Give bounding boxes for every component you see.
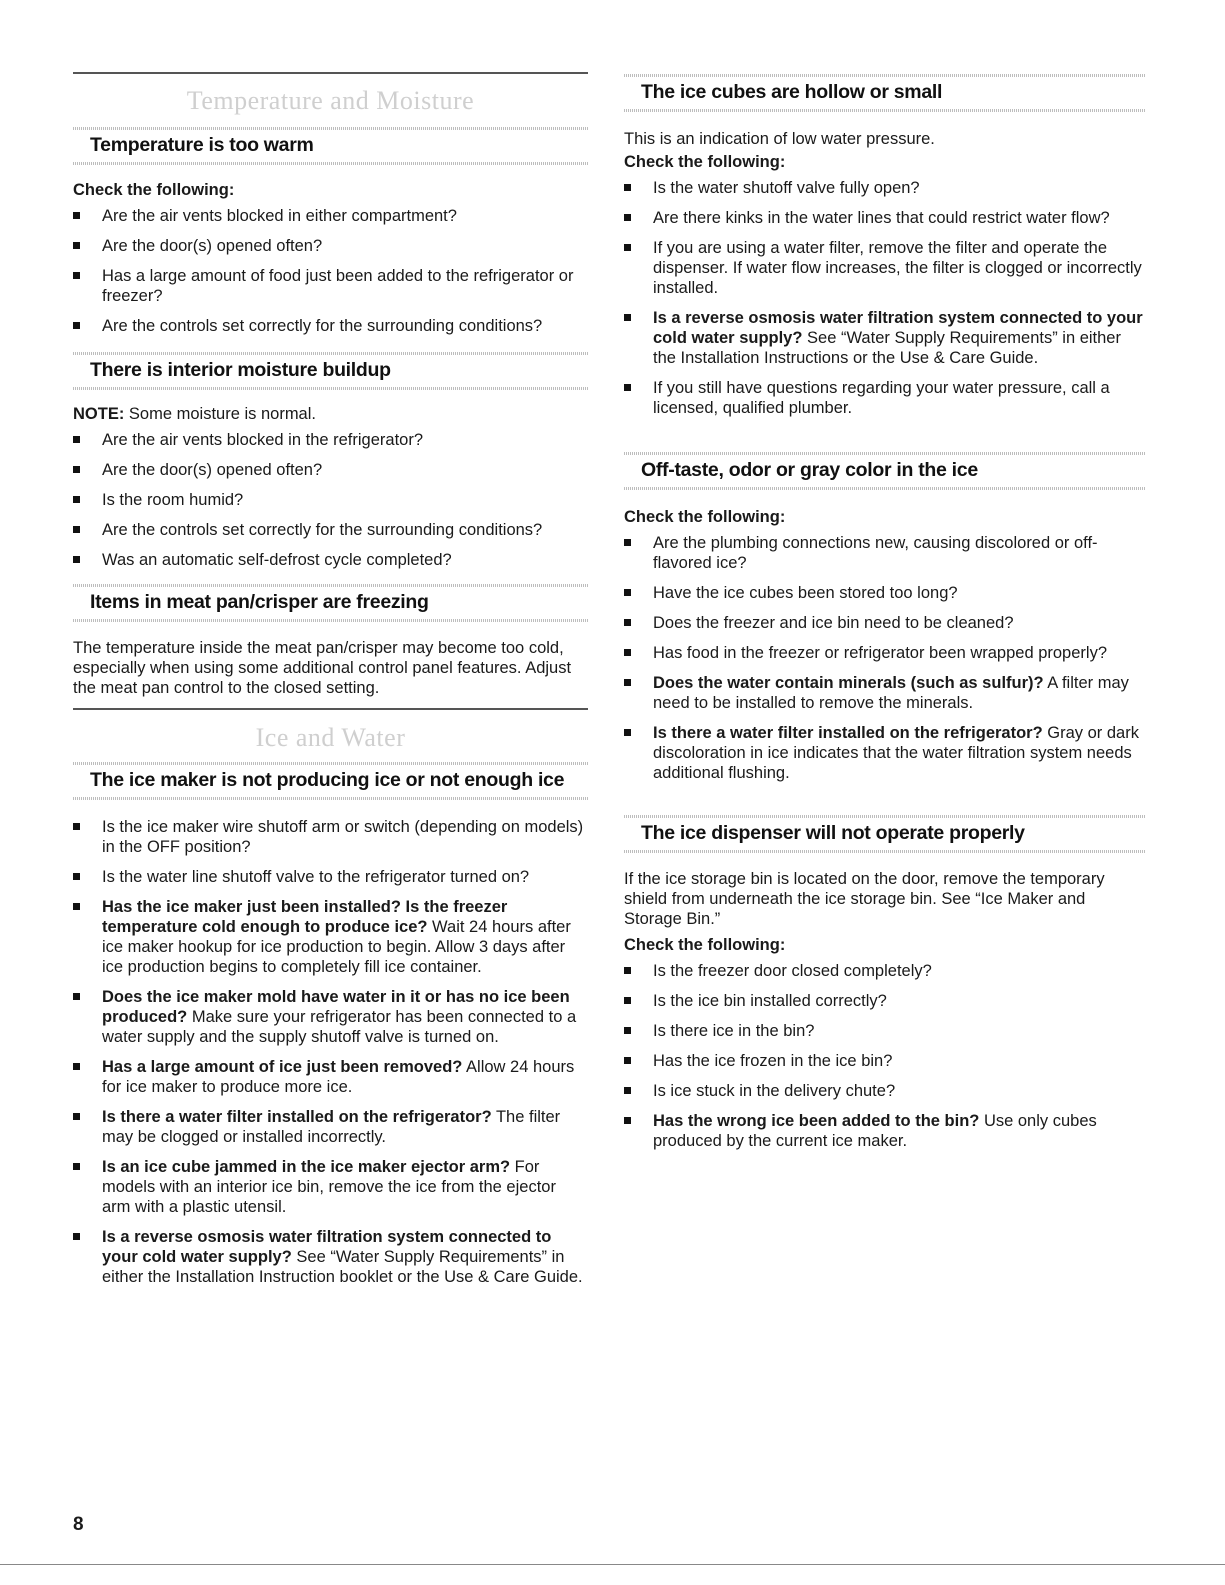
temp-warm-body xyxy=(73,180,588,346)
bullet-square-icon xyxy=(73,466,80,473)
bullet-square-icon xyxy=(73,873,80,880)
list-item xyxy=(73,817,588,857)
item-text: Has a large amount of food just been added to the refrigerator or freezer? xyxy=(102,267,574,305)
temp-warm-list xyxy=(73,206,588,336)
subheading-ice-maker xyxy=(73,762,588,800)
item-text: Allow 24 hours for ice maker to produce more ice. xyxy=(102,1058,575,1096)
moisture-body xyxy=(73,404,588,580)
item-text: See “Water Supply Requirements” in either the Installation Instruction booklet or the Use & Care Guide. xyxy=(102,1248,583,1286)
list-item xyxy=(624,533,1146,573)
subheading-off-taste xyxy=(624,452,1146,490)
dispenser-list xyxy=(624,961,1146,1151)
hatch-bar xyxy=(73,797,588,800)
item-text: Is the water line shutoff valve to the refrigerator turned on? xyxy=(102,868,530,886)
hatch-bar xyxy=(73,387,588,390)
list-item xyxy=(73,236,588,256)
subheading-text: The ice dispenser will not operate properly xyxy=(641,822,1025,844)
bullet-square-icon xyxy=(73,496,80,503)
page-number: 8 xyxy=(73,1514,84,1535)
item-text: Is ice stuck in the delivery chute? xyxy=(653,1082,896,1100)
section-rule xyxy=(73,708,588,710)
bullet-square-icon xyxy=(73,993,80,1000)
bullet-square-icon xyxy=(624,967,631,974)
moisture-list xyxy=(73,430,588,570)
subheading-text: The ice maker is not producing ice or not enough ice xyxy=(90,769,565,791)
list-item xyxy=(73,1157,588,1217)
list-item xyxy=(624,308,1146,368)
item-text: Are the controls set correctly for the surrounding conditions? xyxy=(102,317,543,335)
item-text: Are the door(s) opened often? xyxy=(102,461,323,479)
list-item xyxy=(624,378,1146,418)
bullet-square-icon xyxy=(624,1057,631,1064)
item-question: Is there a water filter installed on the refrigerator? xyxy=(653,724,1043,742)
list-item xyxy=(73,897,588,977)
list-item xyxy=(73,430,588,450)
bullet-square-icon xyxy=(624,214,631,221)
check-label: Check the following: xyxy=(624,508,786,526)
item-question: Has the ice maker just been installed? Is the freezer temperature cold enough to produce ice? xyxy=(102,898,508,936)
bullet-square-icon xyxy=(624,679,631,686)
bullet-square-icon xyxy=(624,539,631,546)
list-item xyxy=(624,613,1146,633)
item-question: Is there a water filter installed on the refrigerator? xyxy=(102,1108,492,1126)
list-item xyxy=(73,266,588,306)
item-text: For models with an interior ice bin, remove the ice from the ejector arm with a plastic utensil. xyxy=(102,1158,556,1216)
item-text: Are there kinks in the water lines that could restrict water flow? xyxy=(653,209,1110,227)
hatch-bar xyxy=(624,109,1146,112)
note-text: Some moisture is normal. xyxy=(124,405,316,423)
bullet-square-icon xyxy=(624,729,631,736)
item-question: Does the water contain minerals (such as sulfur)? xyxy=(653,674,1044,692)
list-item xyxy=(624,723,1146,783)
list-item xyxy=(624,961,1146,981)
item-text: Was an automatic self-defrost cycle completed? xyxy=(102,551,452,569)
bullet-square-icon xyxy=(624,1087,631,1094)
hollow-body xyxy=(624,129,1146,428)
item-text: Are the air vents blocked in the refrigerator? xyxy=(102,431,424,449)
bullet-square-icon xyxy=(624,619,631,626)
bullet-square-icon xyxy=(73,526,80,533)
item-text: Is the ice bin installed correctly? xyxy=(653,992,887,1010)
bullet-square-icon xyxy=(73,1113,80,1120)
list-item xyxy=(624,1021,1146,1041)
list-item xyxy=(624,238,1146,298)
subheading-dispenser xyxy=(624,815,1146,853)
subheading-hollow xyxy=(624,74,1146,112)
bullet-square-icon xyxy=(624,649,631,656)
item-text: Are the plumbing connections new, causing discolored or off-flavored ice? xyxy=(653,534,1098,572)
item-question: Has a large amount of ice just been removed? xyxy=(102,1058,463,1076)
dispenser-intro: If the ice storage bin is located on the door, remove the temporary shield from underneath the ice storage bin. See “Ice Maker and Storage Bin.” xyxy=(624,870,1105,928)
subheading-text: There is interior moisture buildup xyxy=(90,359,391,381)
item-text: Has food in the freezer or refrigerator been wrapped properly? xyxy=(653,644,1107,662)
subheading-text: Off-taste, odor or gray color in the ice xyxy=(641,459,978,481)
bullet-square-icon xyxy=(624,384,631,391)
subheading-moisture xyxy=(73,352,588,390)
bullet-square-icon xyxy=(73,823,80,830)
list-item xyxy=(73,460,588,480)
ice-maker-body xyxy=(73,817,588,1297)
bottom-rule xyxy=(0,1564,1225,1565)
bullet-square-icon xyxy=(73,1063,80,1070)
item-text: Are the air vents blocked in either compartment? xyxy=(102,207,457,225)
list-item xyxy=(624,1051,1146,1071)
bullet-square-icon xyxy=(624,314,631,321)
bullet-square-icon xyxy=(624,997,631,1004)
hollow-intro: This is an indication of low water pressure. xyxy=(624,130,935,148)
moisture-note xyxy=(73,404,588,424)
subheading-temp-warm xyxy=(73,127,588,165)
item-text: Is the room humid? xyxy=(102,491,244,509)
item-text: Make sure your refrigerator has been connected to a water supply and the supply shutoff valve is turned on. xyxy=(102,1008,577,1046)
hatch-bar xyxy=(73,162,588,165)
list-item xyxy=(624,991,1146,1011)
item-text: Has the ice frozen in the ice bin? xyxy=(653,1052,893,1070)
item-question: Is a reverse osmosis water filtration system connected to your cold water supply? xyxy=(102,1228,552,1266)
off-taste-list xyxy=(624,533,1146,783)
note-label: NOTE: xyxy=(73,405,125,423)
list-item xyxy=(73,987,588,1047)
check-label: Check the following: xyxy=(624,153,786,171)
item-question: Does the ice maker mold have water in it or has no ice been produced? xyxy=(102,988,570,1026)
list-item xyxy=(73,490,588,510)
list-item xyxy=(624,1081,1146,1101)
bullet-square-icon xyxy=(73,903,80,910)
hatch-bar xyxy=(624,487,1146,490)
hollow-list xyxy=(624,178,1146,418)
check-label: Check the following: xyxy=(73,181,235,199)
subheading-text: Items in meat pan/crisper are freezing xyxy=(90,591,429,613)
list-item xyxy=(73,1107,588,1147)
list-item xyxy=(624,643,1146,663)
item-text: Wait 24 hours after ice maker hookup for ice production to begin. Allow 3 days after ice production begins to completely fill ice container. xyxy=(102,918,571,976)
item-text: Is the freezer door closed completely? xyxy=(653,962,932,980)
item-text: Use only cubes produced by the current ice maker. xyxy=(653,1112,1097,1150)
item-question: Is an ice cube jammed in the ice maker ejector arm? xyxy=(102,1158,511,1176)
list-item xyxy=(73,1227,588,1287)
item-text: If you still have questions regarding your water pressure, call a licensed, qualified plumber. xyxy=(653,379,1110,417)
list-item xyxy=(624,673,1146,713)
section-heading-ice-water: Ice and Water xyxy=(255,723,406,752)
item-text: Is the water shutoff valve fully open? xyxy=(653,179,920,197)
list-item xyxy=(73,316,588,336)
item-question: Has the wrong ice been added to the bin? xyxy=(653,1112,980,1130)
list-item xyxy=(73,206,588,226)
item-text: See “Water Supply Requirements” in either the Installation Instructions or the Use & Care Guide. xyxy=(653,329,1121,367)
list-item xyxy=(624,1111,1146,1151)
item-text: A filter may need to be installed to remove the minerals. xyxy=(653,674,1129,712)
ice-maker-list xyxy=(73,817,588,1287)
list-item xyxy=(73,520,588,540)
bullet-square-icon xyxy=(624,589,631,596)
item-text: Are the door(s) opened often? xyxy=(102,237,323,255)
subheading-meat-pan xyxy=(73,584,588,622)
bullet-square-icon xyxy=(73,322,80,329)
list-item xyxy=(624,178,1146,198)
item-text: If you are using a water filter, remove the filter and operate the dispenser. If water flow increases, the filter is clogged or incorrectly installed. xyxy=(653,239,1142,297)
bullet-square-icon xyxy=(624,1027,631,1034)
meat-pan-body xyxy=(73,638,588,698)
bullet-square-icon xyxy=(73,556,80,563)
list-item xyxy=(73,550,588,570)
hatch-bar xyxy=(624,850,1146,853)
item-text: Does the freezer and ice bin need to be cleaned? xyxy=(653,614,1014,632)
bullet-square-icon xyxy=(73,1163,80,1170)
bullet-square-icon xyxy=(624,244,631,251)
item-text: Are the controls set correctly for the surrounding conditions? xyxy=(102,521,543,539)
bullet-square-icon xyxy=(73,272,80,279)
item-text: The filter may be clogged or installed incorrectly. xyxy=(102,1108,561,1146)
bullet-square-icon xyxy=(624,184,631,191)
hatch-bar xyxy=(73,619,588,622)
subheading-text: Temperature is too warm xyxy=(90,134,314,156)
bullet-square-icon xyxy=(73,436,80,443)
dispenser-body xyxy=(624,869,1146,1161)
list-item xyxy=(624,583,1146,603)
meat-pan-text: The temperature inside the meat pan/crisper may become too cold, especially when using some additional control panel features. Adjust the meat pan control to the closed setting. xyxy=(73,639,572,697)
bullet-square-icon xyxy=(73,212,80,219)
list-item xyxy=(73,867,588,887)
item-text: Is the ice maker wire shutoff arm or switch (depending on models) in the OFF position? xyxy=(102,818,584,856)
top-rule xyxy=(73,72,588,74)
off-taste-body xyxy=(624,507,1146,793)
subheading-text: The ice cubes are hollow or small xyxy=(641,81,943,103)
item-text: Have the ice cubes been stored too long? xyxy=(653,584,958,602)
bullet-square-icon xyxy=(624,1117,631,1124)
item-text: Is there ice in the bin? xyxy=(653,1022,815,1040)
bullet-square-icon xyxy=(73,242,80,249)
bullet-square-icon xyxy=(73,1233,80,1240)
item-text: Gray or dark discoloration in ice indicates that the water filtration system needs additional flushing. xyxy=(653,724,1139,782)
list-item xyxy=(624,208,1146,228)
item-question: Is a reverse osmosis water filtration system connected to your cold water supply? xyxy=(653,309,1143,347)
section-heading-temperature: Temperature and Moisture xyxy=(186,86,475,115)
check-label: Check the following: xyxy=(624,936,786,954)
list-item xyxy=(73,1057,588,1097)
